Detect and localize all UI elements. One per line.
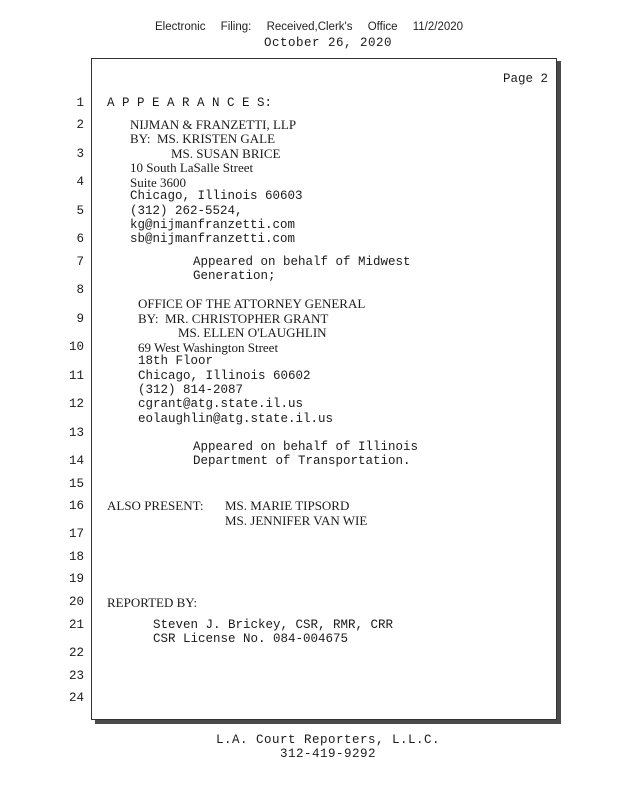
firm2-email1: cgrant@atg.state.il.us xyxy=(138,397,304,411)
line-number: 6 xyxy=(76,232,84,246)
line-number: 18 xyxy=(68,550,84,564)
footer-phone: 312-419-9292 xyxy=(279,747,376,761)
firm2-name: OFFICE OF THE ATTORNEY GENERAL xyxy=(138,296,366,311)
footer-company: L.A. Court Reporters, L.L.C. xyxy=(215,733,441,747)
firm1-phone: (312) 262-5524, xyxy=(130,204,243,218)
firm2-addr1: 69 West Washington Street xyxy=(138,340,279,355)
firm1-by2: MS. SUSAN BRICE xyxy=(171,146,281,161)
also-present-1: MS. MARIE TIPSORD xyxy=(225,498,350,513)
firm2-by: BY: MR. CHRISTOPHER GRANT xyxy=(138,311,329,326)
also-present-label: ALSO PRESENT: xyxy=(107,498,204,513)
line-number: 8 xyxy=(76,283,84,297)
electronic-filing-stamp xyxy=(0,21,618,33)
filing-date: 11/2/2020 xyxy=(412,21,464,33)
firm2-by2: MS. ELLEN O'LAUGHLIN xyxy=(178,325,327,340)
appearances-heading: A P P E A R A N C E S: xyxy=(107,96,273,110)
line-number: 16 xyxy=(68,499,84,513)
filing-received: Received,Clerk's xyxy=(266,21,353,33)
reported-by-label: REPORTED BY: xyxy=(107,595,198,610)
line-number: 3 xyxy=(76,147,84,161)
line-number: 12 xyxy=(68,397,84,411)
firm1-addr1: 10 South LaSalle Street xyxy=(130,160,254,175)
firm2-city: Chicago, Illinois 60602 xyxy=(138,369,311,383)
filing-label: Electronic xyxy=(154,21,206,33)
firm2-behalf1: Appeared on behalf of Illinois xyxy=(193,440,419,454)
firm1-behalf1: Appeared on behalf of Midwest xyxy=(193,255,411,269)
line-number: 20 xyxy=(68,595,84,609)
line-number: 2 xyxy=(76,118,84,132)
line-number: 9 xyxy=(76,312,84,326)
line-number: 21 xyxy=(68,618,84,632)
line-number: 17 xyxy=(68,527,84,541)
firm1-email2: sb@nijmanfranzetti.com xyxy=(130,232,296,246)
line-number: 5 xyxy=(76,204,84,218)
firm1-by: BY: MS. KRISTEN GALE xyxy=(130,131,276,146)
filing-office: Office xyxy=(367,21,398,33)
line-number: 14 xyxy=(68,454,84,468)
header-date: October 26, 2020 xyxy=(263,36,393,50)
line-number: 1 xyxy=(76,96,84,110)
firm2-email2: eolaughlin@atg.state.il.us xyxy=(138,412,334,426)
reporter-name: Steven J. Brickey, CSR, RMR, CRR xyxy=(153,618,394,632)
page-number: Page 2 xyxy=(503,72,549,86)
firm1-name: NIJMAN & FRANZETTI, LLP xyxy=(130,117,297,132)
line-number: 7 xyxy=(76,255,84,269)
filing-word: Filing: xyxy=(220,21,252,33)
also-present-2: MS. JENNIFER VAN WIE xyxy=(225,513,368,528)
line-number: 22 xyxy=(68,646,84,660)
line-number: 10 xyxy=(68,340,84,354)
line-number: 15 xyxy=(68,477,84,491)
firm2-addr2: 18th Floor xyxy=(138,354,214,368)
firm1-behalf2: Generation; xyxy=(193,269,276,283)
firm2-behalf2: Department of Transportation. xyxy=(193,454,411,468)
firm2-phone: (312) 814-2087 xyxy=(138,383,244,397)
line-number: 23 xyxy=(68,669,84,683)
reporter-license: CSR License No. 084-004675 xyxy=(153,632,349,646)
firm1-addr2: Suite 3600 xyxy=(130,175,186,190)
line-number: 4 xyxy=(76,175,84,189)
line-number: 13 xyxy=(68,426,84,440)
line-number: 19 xyxy=(68,572,84,586)
firm1-city: Chicago, Illinois 60603 xyxy=(130,189,303,203)
line-number: 11 xyxy=(68,369,84,383)
firm1-email1: kg@nijmanfranzetti.com xyxy=(130,218,296,232)
line-number: 24 xyxy=(68,691,84,705)
